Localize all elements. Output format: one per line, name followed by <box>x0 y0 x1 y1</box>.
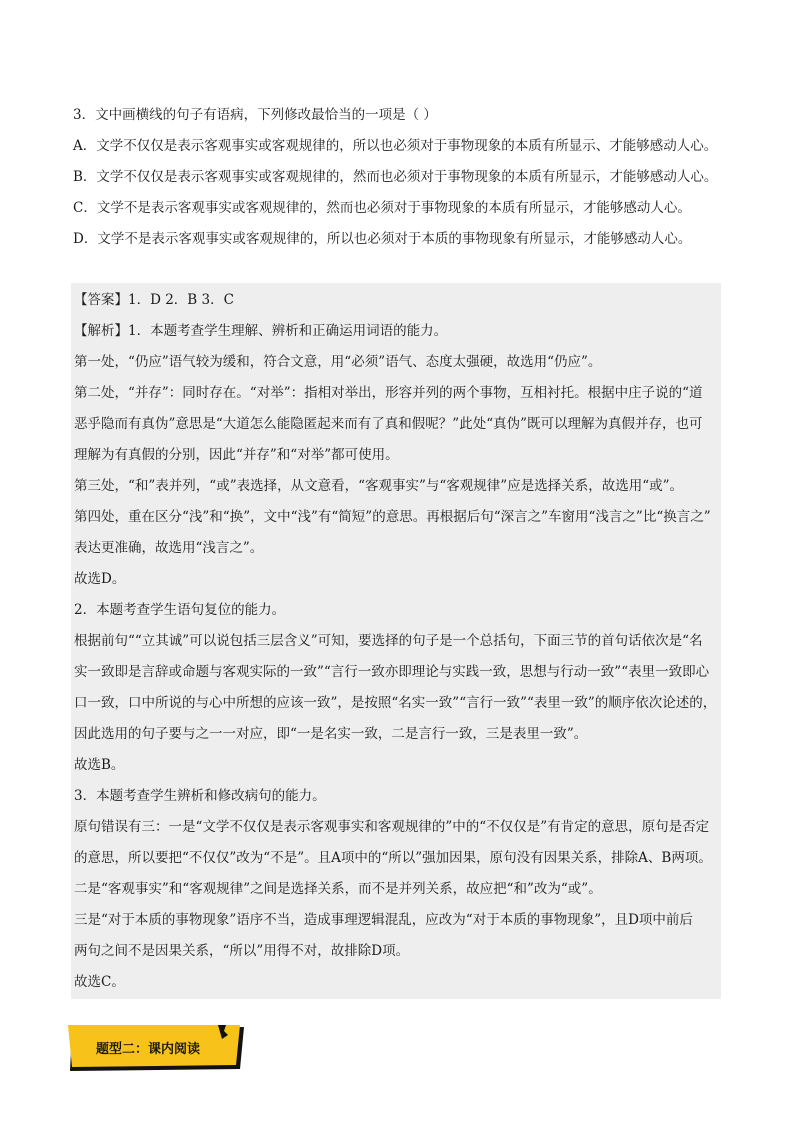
section-banner <box>68 1025 248 1071</box>
explanation-line: 故选C。 <box>74 974 125 990</box>
option-c: C．文学不是表示客观事实或客观规律的，然而也必须对于事物现象的本质有所显示，才能够感动人心。 <box>73 200 691 216</box>
explanation-line: 两句之间不是因果关系，“所以”用得不对，故排除D项。 <box>74 943 410 959</box>
option-b: B．文学不仅仅是表示客观事实或客观规律的，然而也必须对于事物现象的本质有所显示，才能够感动人心。 <box>73 169 718 185</box>
explanation-line: 因此选用的句子要与之一一对应，即“一是名实一致，二是言行一致，三是表里一致”。 <box>74 726 588 742</box>
explanation-line: 【解析】1．本题考查学生理解、辨析和正确运用词语的能力。 <box>74 323 448 339</box>
explanation-line: 的意思，所以要把“不仅仅”改为“不是”。且A项中的“所以”强加因果，原句没有因果关系，排除A、B两项。 <box>74 850 712 866</box>
banner-label: 题型二：课内阅读 <box>96 1042 201 1057</box>
explanation-line: 第四处，重在区分“浅”和“换”，文中“浅”有“简短”的意思。再根据后句“深言之”车窗用“浅言之”比“换言之” <box>74 509 711 525</box>
explanation-line: 三是“对于本质的事物现象”语序不当，造成事理逻辑混乱，应改为“对于本质的事物现象”，且D项中前后 <box>74 912 693 928</box>
explanation-line: 第三处，“和”表并列，“或”表选择，从文意看，“客观事实”与“客观规律”应是选择关系，故选用“或”。 <box>74 478 684 494</box>
question-block <box>73 100 733 255</box>
explanation-line: 2．本题考查学生语句复位的能力。 <box>74 602 286 618</box>
option-a: A．文学不仅仅是表示客观事实或客观规律的，所以也必须对于事物现象的本质有所显示、才能够感动人心。 <box>73 138 718 154</box>
explanation-line: 故选B。 <box>74 757 125 773</box>
explanation-line: 3．本题考查学生辨析和修改病句的能力。 <box>74 788 326 804</box>
answer-key: 【答案】1．D 2．B 3．C <box>74 292 234 308</box>
question-stem: 3．文中画横线的句子有语病，下列修改最恰当的一项是（ ） <box>73 107 437 123</box>
explanation-line: 原句错误有三：一是“文学不仅仅是表示客观事实和客观规律的”中的“不仅仅是”有肯定的意思，原句是否定 <box>74 819 710 835</box>
explanation-line: 二是“客观事实”和“客观规律”之间是选择关系，而不是并列关系，故应把“和”改为“或”。 <box>74 881 602 897</box>
explanation-line: 理解为有真假的分别，因此“并存”和“对举”都可使用。 <box>74 447 399 463</box>
explanation-line: 实一致即是言辞或命题与客观实际的一致”“言行一致亦即理论与实践一致，思想与行动一致”“表里一致即心 <box>74 664 710 680</box>
option-d: D．文学不是表示客观事实或客观规律的，所以也必须对于本质的事物现象有所显示，才能够感动人心。 <box>73 231 692 247</box>
answer-explanation-box <box>71 283 721 999</box>
explanation-line: 第二处，“并存”：同时存在。“对举”：指相对举出，形容并列的两个事物，互相衬托。根据中庄子说的“道 <box>74 385 703 401</box>
explanation-line: 表达更准确，故选用“浅言之”。 <box>74 540 264 556</box>
explanation-line: 根据前句““立其诚”可以说包括三层含义”可知，要选择的句子是一个总括句，下面三节的首句话依次是“名 <box>74 633 703 649</box>
explanation-line: 故选D。 <box>74 571 126 587</box>
explanation-line: 恶乎隐而有真伪”意思是“大道怎么能隐匿起来而有了真和假呢？”此处“真伪”既可以理解为真假并存，也可 <box>74 416 703 432</box>
explanation-line: 口一致，口中所说的与心中所想的应该一致”，是按照“名实一致”“言行一致”“表里一致”的顺序依次论述的， <box>74 695 717 711</box>
explanation-line: 第一处，“仍应”语气较为缓和，符合文意，用“必须”语气、态度太强硬，故选用“仍应”。 <box>74 354 602 370</box>
